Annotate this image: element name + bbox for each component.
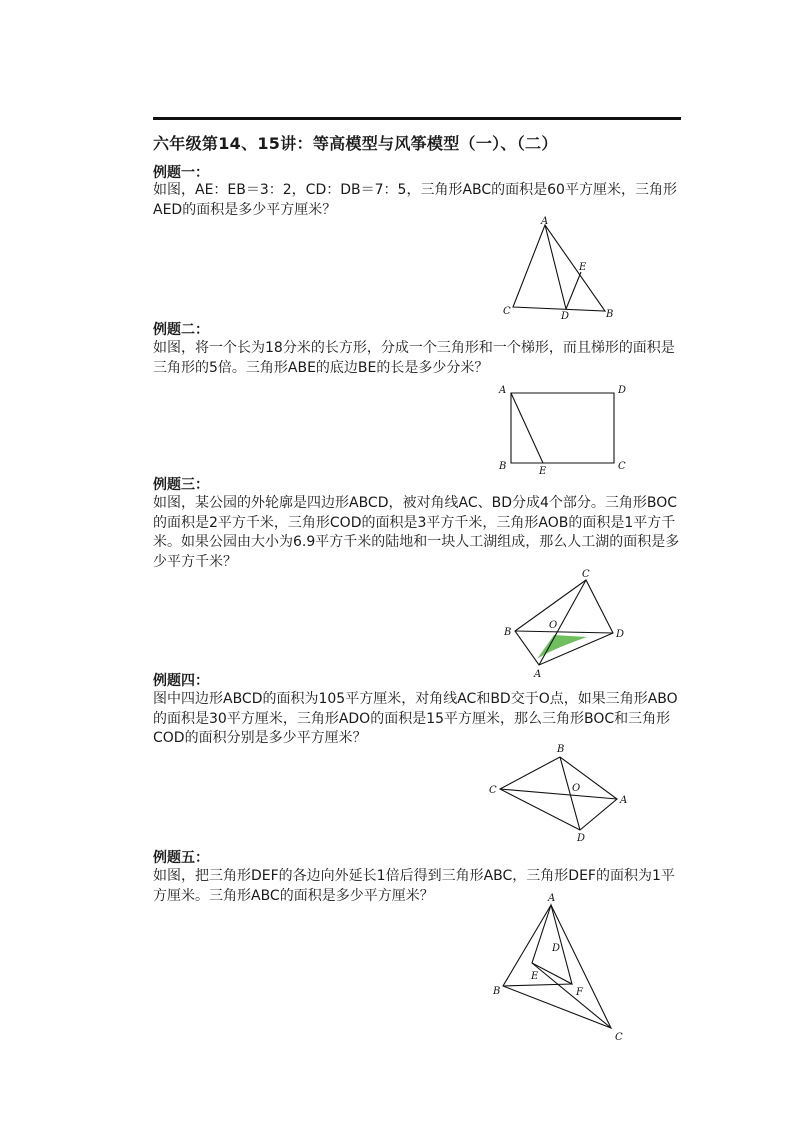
point-label: E	[531, 971, 539, 982]
text-line: 米。如果公园由大小为6.9平方千米的陆地和一块人工湖组成，那么人工湖的面积是多	[153, 534, 680, 550]
point-label: B	[493, 986, 501, 997]
text-line: 三角形的5倍。三角形ABE的底边BE的长是多少分米？	[153, 359, 489, 376]
point-label: A	[620, 795, 628, 806]
point-label: C	[489, 785, 497, 796]
point-label: C	[618, 461, 626, 472]
example-1-label: 例题一：	[153, 165, 209, 181]
triangle-abc	[513, 225, 605, 311]
text-line: 的面积是2平方千米，三角形COD的面积是3平方千米，三角形AOB的面积是1平方千	[153, 514, 676, 531]
text-line: 少平方千米？	[153, 553, 237, 570]
quadrilateral-abcd	[515, 580, 613, 665]
text-line: 如图，把三角形DEF的各边向外延长1倍后得到三角形ABC，三角形DEF的面积为1平	[153, 868, 675, 884]
figure-4-kite	[485, 740, 635, 845]
point-label: A	[534, 669, 542, 680]
segment-ad	[545, 225, 566, 309]
segment-bf	[503, 984, 572, 986]
point-label: D	[618, 385, 627, 396]
text-line: 如图，将一个长为18分米的长方形，分成一个三角形和一个梯形，而且梯形的面积是	[153, 340, 675, 356]
text-line: COD的面积分别是多少平方厘米？	[153, 730, 367, 746]
point-label: O	[572, 783, 581, 794]
text-line: AED的面积是多少平方厘米？	[153, 201, 337, 218]
point-label: A	[548, 893, 556, 904]
figure-2-rectangle	[495, 380, 635, 480]
example-2-text	[153, 339, 693, 378]
segment-de	[566, 272, 581, 309]
text-line: 图中四边形ABCD的面积为105平方厘米，对角线AC和BD交于O点，如果三角形ABO	[153, 691, 678, 707]
point-label: B	[504, 627, 512, 638]
point-label: F	[576, 987, 583, 998]
segment-ae	[511, 393, 543, 463]
segment-ec	[532, 963, 611, 1028]
figure-1-triangle	[495, 215, 625, 325]
text-line: 如图，某公园的外轮廓是四边形ABCD，被对角线AC、BD分成4个部分。三角形BOC	[153, 495, 678, 511]
point-label: B	[557, 744, 565, 755]
point-label: D	[577, 833, 586, 844]
diagonal-bd	[515, 631, 613, 633]
text-line: 的面积是30平方厘米，三角形ADO的面积是15平方厘米，那么三角形BOC和三角形	[153, 710, 671, 727]
point-label: E	[539, 466, 547, 477]
point-label: D	[616, 629, 625, 640]
point-label: C	[615, 1032, 623, 1043]
point-label: A	[541, 216, 549, 227]
example-5-label: 例题五：	[153, 850, 209, 866]
figure-3-park	[500, 565, 640, 680]
point-label: D	[552, 943, 561, 954]
figure-5-triangle	[485, 890, 635, 1045]
point-label: B	[606, 309, 614, 320]
header-rule	[153, 117, 681, 120]
point-label: C	[582, 569, 590, 580]
example-2-label: 例题二：	[153, 322, 209, 338]
point-label: B	[499, 461, 507, 472]
triangle-abc	[503, 905, 611, 1028]
text-line: 如图，AE：EB＝3：2，CD：DB＝7：5，三角形ABC的面积是60平方厘米，三角形	[153, 182, 677, 198]
point-label: C	[503, 306, 511, 317]
point-label: E	[579, 262, 587, 273]
example-3-text	[153, 494, 693, 572]
page-title: 六年级第14、15讲：等高模型与风筝模型（一）、（二）	[153, 134, 558, 153]
point-label: O	[549, 620, 558, 631]
text-line: 方厘米。三角形ABC的面积是多少平方厘米？	[153, 887, 434, 904]
point-label: D	[561, 311, 570, 322]
example-3-label: 例题三：	[153, 477, 209, 493]
point-label: A	[499, 385, 507, 396]
example-4-label: 例题四：	[153, 673, 209, 689]
diagonal-ac	[539, 580, 586, 665]
